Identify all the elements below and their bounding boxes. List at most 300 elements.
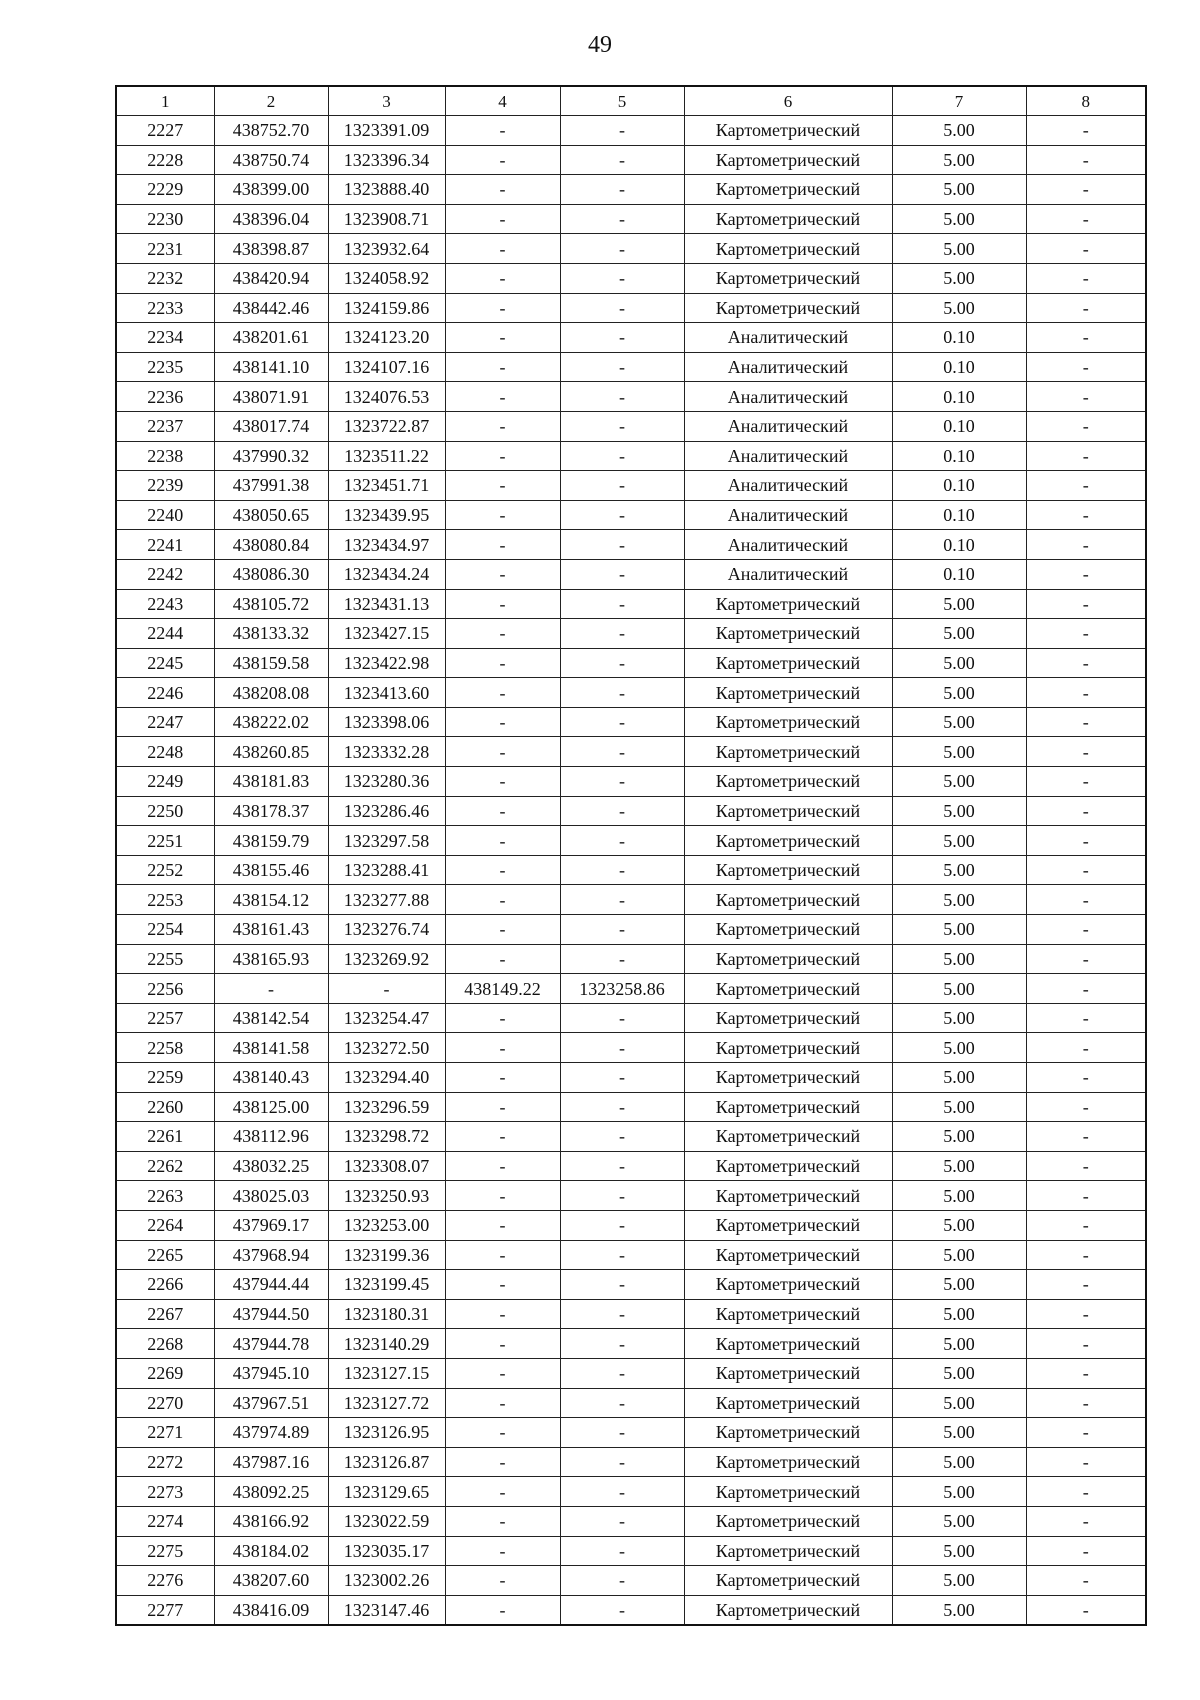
x-coordinate-cell: 437944.50 xyxy=(214,1299,328,1329)
y-coordinate-cell: 1323002.26 xyxy=(328,1566,445,1596)
y-new-coordinate-cell: - xyxy=(560,175,684,205)
description-cell: - xyxy=(1026,1003,1146,1033)
x-coordinate-cell: - xyxy=(214,974,328,1004)
method-cell: Картометрический xyxy=(684,885,892,915)
x-new-coordinate-cell: - xyxy=(445,944,560,974)
y-coordinate-cell: 1323908.71 xyxy=(328,204,445,234)
accuracy-cell: 5.00 xyxy=(892,1122,1026,1152)
accuracy-cell: 5.00 xyxy=(892,293,1026,323)
description-cell: - xyxy=(1026,855,1146,885)
accuracy-cell: 5.00 xyxy=(892,1536,1026,1566)
point-number-cell: 2241 xyxy=(116,530,214,560)
y-new-coordinate-cell: - xyxy=(560,1388,684,1418)
y-coordinate-cell: 1323451.71 xyxy=(328,471,445,501)
accuracy-cell: 5.00 xyxy=(892,1003,1026,1033)
x-new-coordinate-cell: - xyxy=(445,116,560,146)
table-row xyxy=(116,116,1146,146)
accuracy-cell: 5.00 xyxy=(892,1299,1026,1329)
x-new-coordinate-cell: - xyxy=(445,1270,560,1300)
x-new-coordinate-cell: - xyxy=(445,707,560,737)
table-row xyxy=(116,293,1146,323)
y-coordinate-cell: 1323332.28 xyxy=(328,737,445,767)
y-new-coordinate-cell: - xyxy=(560,1299,684,1329)
x-new-coordinate-cell: - xyxy=(445,1240,560,1270)
description-cell: - xyxy=(1026,826,1146,856)
method-cell: Картометрический xyxy=(684,263,892,293)
description-cell: - xyxy=(1026,1299,1146,1329)
y-coordinate-cell: 1323129.65 xyxy=(328,1477,445,1507)
table-row xyxy=(116,737,1146,767)
table-row xyxy=(116,441,1146,471)
description-cell: - xyxy=(1026,204,1146,234)
y-new-coordinate-cell: - xyxy=(560,944,684,974)
column-header-6: 6 xyxy=(684,86,892,116)
table-row xyxy=(116,1151,1146,1181)
accuracy-cell: 0.10 xyxy=(892,382,1026,412)
x-new-coordinate-cell: - xyxy=(445,1447,560,1477)
method-cell: Картометрический xyxy=(684,1595,892,1625)
x-new-coordinate-cell: - xyxy=(445,559,560,589)
table-row xyxy=(116,1447,1146,1477)
table-row xyxy=(116,1536,1146,1566)
y-coordinate-cell: 1323422.98 xyxy=(328,648,445,678)
point-number-cell: 2255 xyxy=(116,944,214,974)
y-coordinate-cell: 1323199.45 xyxy=(328,1270,445,1300)
y-new-coordinate-cell: - xyxy=(560,1506,684,1536)
y-coordinate-cell: 1323199.36 xyxy=(328,1240,445,1270)
x-coordinate-cell: 438178.37 xyxy=(214,796,328,826)
accuracy-cell: 5.00 xyxy=(892,1033,1026,1063)
x-coordinate-cell: 438208.08 xyxy=(214,678,328,708)
point-number-cell: 2268 xyxy=(116,1329,214,1359)
table-row xyxy=(116,323,1146,353)
description-cell: - xyxy=(1026,441,1146,471)
y-new-coordinate-cell: - xyxy=(560,382,684,412)
point-number-cell: 2247 xyxy=(116,707,214,737)
point-number-cell: 2271 xyxy=(116,1418,214,1448)
y-new-coordinate-cell: - xyxy=(560,263,684,293)
method-cell: Картометрический xyxy=(684,915,892,945)
method-cell: Картометрический xyxy=(684,1122,892,1152)
description-cell: - xyxy=(1026,471,1146,501)
table-row xyxy=(116,382,1146,412)
table-row xyxy=(116,204,1146,234)
y-coordinate-cell: 1323280.36 xyxy=(328,767,445,797)
point-number-cell: 2238 xyxy=(116,441,214,471)
column-header-5: 5 xyxy=(560,86,684,116)
method-cell: Картометрический xyxy=(684,1418,892,1448)
point-number-cell: 2261 xyxy=(116,1122,214,1152)
y-coordinate-cell: 1323147.46 xyxy=(328,1595,445,1625)
description-cell: - xyxy=(1026,885,1146,915)
x-new-coordinate-cell: 438149.22 xyxy=(445,974,560,1004)
table-row xyxy=(116,1477,1146,1507)
header-row xyxy=(116,86,1146,116)
table-row xyxy=(116,1063,1146,1093)
x-coordinate-cell: 437967.51 xyxy=(214,1388,328,1418)
method-cell: Картометрический xyxy=(684,234,892,264)
y-new-coordinate-cell: - xyxy=(560,441,684,471)
x-new-coordinate-cell: - xyxy=(445,589,560,619)
accuracy-cell: 5.00 xyxy=(892,145,1026,175)
description-cell: - xyxy=(1026,1566,1146,1596)
y-new-coordinate-cell: 1323258.86 xyxy=(560,974,684,1004)
point-number-cell: 2230 xyxy=(116,204,214,234)
y-coordinate-cell: 1323722.87 xyxy=(328,411,445,441)
y-new-coordinate-cell: - xyxy=(560,116,684,146)
accuracy-cell: 5.00 xyxy=(892,944,1026,974)
table-row xyxy=(116,915,1146,945)
x-coordinate-cell: 438184.02 xyxy=(214,1536,328,1566)
accuracy-cell: 0.10 xyxy=(892,530,1026,560)
x-coordinate-cell: 438201.61 xyxy=(214,323,328,353)
description-cell: - xyxy=(1026,944,1146,974)
y-coordinate-cell: 1324107.16 xyxy=(328,352,445,382)
column-header-2: 2 xyxy=(214,86,328,116)
method-cell: Аналитический xyxy=(684,441,892,471)
accuracy-cell: 5.00 xyxy=(892,1151,1026,1181)
description-cell: - xyxy=(1026,175,1146,205)
description-cell: - xyxy=(1026,974,1146,1004)
description-cell: - xyxy=(1026,116,1146,146)
point-number-cell: 2267 xyxy=(116,1299,214,1329)
x-coordinate-cell: 438222.02 xyxy=(214,707,328,737)
method-cell: Картометрический xyxy=(684,1181,892,1211)
page-number: 49 xyxy=(588,32,612,58)
x-coordinate-cell: 438080.84 xyxy=(214,530,328,560)
y-new-coordinate-cell: - xyxy=(560,145,684,175)
method-cell: Картометрический xyxy=(684,1151,892,1181)
table-row xyxy=(116,559,1146,589)
x-new-coordinate-cell: - xyxy=(445,1477,560,1507)
accuracy-cell: 5.00 xyxy=(892,1418,1026,1448)
table-row xyxy=(116,619,1146,649)
method-cell: Картометрический xyxy=(684,293,892,323)
y-new-coordinate-cell: - xyxy=(560,1210,684,1240)
description-cell: - xyxy=(1026,263,1146,293)
table-row xyxy=(116,1210,1146,1240)
description-cell: - xyxy=(1026,1329,1146,1359)
y-new-coordinate-cell: - xyxy=(560,500,684,530)
y-coordinate-cell: 1323272.50 xyxy=(328,1033,445,1063)
x-coordinate-cell: 438086.30 xyxy=(214,559,328,589)
accuracy-cell: 5.00 xyxy=(892,678,1026,708)
accuracy-cell: 5.00 xyxy=(892,1477,1026,1507)
accuracy-cell: 5.00 xyxy=(892,1566,1026,1596)
x-new-coordinate-cell: - xyxy=(445,1329,560,1359)
y-coordinate-cell: 1323250.93 xyxy=(328,1181,445,1211)
x-new-coordinate-cell: - xyxy=(445,500,560,530)
accuracy-cell: 5.00 xyxy=(892,737,1026,767)
table-row xyxy=(116,1181,1146,1211)
y-coordinate-cell: 1323396.34 xyxy=(328,145,445,175)
x-new-coordinate-cell: - xyxy=(445,648,560,678)
accuracy-cell: 5.00 xyxy=(892,974,1026,1004)
method-cell: Картометрический xyxy=(684,767,892,797)
coordinates-table xyxy=(115,85,1147,1626)
method-cell: Картометрический xyxy=(684,944,892,974)
table-row xyxy=(116,1358,1146,1388)
table-row xyxy=(116,1566,1146,1596)
accuracy-cell: 5.00 xyxy=(892,1063,1026,1093)
point-number-cell: 2272 xyxy=(116,1447,214,1477)
y-new-coordinate-cell: - xyxy=(560,411,684,441)
x-new-coordinate-cell: - xyxy=(445,530,560,560)
y-coordinate-cell: 1323254.47 xyxy=(328,1003,445,1033)
method-cell: Картометрический xyxy=(684,1566,892,1596)
accuracy-cell: 5.00 xyxy=(892,589,1026,619)
y-coordinate-cell: 1323511.22 xyxy=(328,441,445,471)
x-new-coordinate-cell: - xyxy=(445,855,560,885)
y-new-coordinate-cell: - xyxy=(560,589,684,619)
y-new-coordinate-cell: - xyxy=(560,559,684,589)
point-number-cell: 2275 xyxy=(116,1536,214,1566)
x-coordinate-cell: 438181.83 xyxy=(214,767,328,797)
x-new-coordinate-cell: - xyxy=(445,263,560,293)
x-new-coordinate-cell: - xyxy=(445,915,560,945)
x-new-coordinate-cell: - xyxy=(445,1536,560,1566)
x-coordinate-cell: 438142.54 xyxy=(214,1003,328,1033)
description-cell: - xyxy=(1026,796,1146,826)
accuracy-cell: 5.00 xyxy=(892,1595,1026,1625)
accuracy-cell: 5.00 xyxy=(892,1240,1026,1270)
x-coordinate-cell: 438025.03 xyxy=(214,1181,328,1211)
y-new-coordinate-cell: - xyxy=(560,1063,684,1093)
x-new-coordinate-cell: - xyxy=(445,204,560,234)
x-coordinate-cell: 438398.87 xyxy=(214,234,328,264)
x-new-coordinate-cell: - xyxy=(445,796,560,826)
y-coordinate-cell: 1323035.17 xyxy=(328,1536,445,1566)
description-cell: - xyxy=(1026,500,1146,530)
y-coordinate-cell: 1323294.40 xyxy=(328,1063,445,1093)
description-cell: - xyxy=(1026,648,1146,678)
x-new-coordinate-cell: - xyxy=(445,1181,560,1211)
accuracy-cell: 0.10 xyxy=(892,441,1026,471)
accuracy-cell: 5.00 xyxy=(892,855,1026,885)
point-number-cell: 2232 xyxy=(116,263,214,293)
x-new-coordinate-cell: - xyxy=(445,1063,560,1093)
y-new-coordinate-cell: - xyxy=(560,352,684,382)
point-number-cell: 2266 xyxy=(116,1270,214,1300)
method-cell: Картометрический xyxy=(684,116,892,146)
point-number-cell: 2228 xyxy=(116,145,214,175)
y-new-coordinate-cell: - xyxy=(560,1447,684,1477)
x-coordinate-cell: 438155.46 xyxy=(214,855,328,885)
accuracy-cell: 5.00 xyxy=(892,915,1026,945)
y-new-coordinate-cell: - xyxy=(560,234,684,264)
y-coordinate-cell: 1323427.15 xyxy=(328,619,445,649)
x-new-coordinate-cell: - xyxy=(445,1033,560,1063)
table-row xyxy=(116,530,1146,560)
x-new-coordinate-cell: - xyxy=(445,1092,560,1122)
y-coordinate-cell: 1323180.31 xyxy=(328,1299,445,1329)
point-number-cell: 2249 xyxy=(116,767,214,797)
accuracy-cell: 0.10 xyxy=(892,559,1026,589)
table-header xyxy=(116,86,1146,116)
x-new-coordinate-cell: - xyxy=(445,737,560,767)
point-number-cell: 2252 xyxy=(116,855,214,885)
description-cell: - xyxy=(1026,1240,1146,1270)
y-coordinate-cell: 1323253.00 xyxy=(328,1210,445,1240)
y-coordinate-cell: 1323277.88 xyxy=(328,885,445,915)
y-coordinate-cell: 1324159.86 xyxy=(328,293,445,323)
point-number-cell: 2259 xyxy=(116,1063,214,1093)
method-cell: Картометрический xyxy=(684,1063,892,1093)
y-new-coordinate-cell: - xyxy=(560,678,684,708)
table-row xyxy=(116,263,1146,293)
y-coordinate-cell: 1323398.06 xyxy=(328,707,445,737)
x-coordinate-cell: 437969.17 xyxy=(214,1210,328,1240)
point-number-cell: 2239 xyxy=(116,471,214,501)
x-coordinate-cell: 438105.72 xyxy=(214,589,328,619)
accuracy-cell: 5.00 xyxy=(892,1181,1026,1211)
description-cell: - xyxy=(1026,145,1146,175)
x-new-coordinate-cell: - xyxy=(445,382,560,412)
point-number-cell: 2253 xyxy=(116,885,214,915)
method-cell: Картометрический xyxy=(684,1536,892,1566)
x-new-coordinate-cell: - xyxy=(445,1506,560,1536)
accuracy-cell: 5.00 xyxy=(892,767,1026,797)
table-row xyxy=(116,796,1146,826)
x-coordinate-cell: 438032.25 xyxy=(214,1151,328,1181)
table-row xyxy=(116,175,1146,205)
x-coordinate-cell: 438141.58 xyxy=(214,1033,328,1063)
accuracy-cell: 5.00 xyxy=(892,796,1026,826)
y-coordinate-cell: 1323932.64 xyxy=(328,234,445,264)
x-coordinate-cell: 438133.32 xyxy=(214,619,328,649)
method-cell: Картометрический xyxy=(684,855,892,885)
table-row xyxy=(116,1003,1146,1033)
table-row xyxy=(116,500,1146,530)
y-new-coordinate-cell: - xyxy=(560,293,684,323)
accuracy-cell: 5.00 xyxy=(892,1506,1026,1536)
table-row xyxy=(116,411,1146,441)
accuracy-cell: 0.10 xyxy=(892,323,1026,353)
description-cell: - xyxy=(1026,1595,1146,1625)
accuracy-cell: 5.00 xyxy=(892,1358,1026,1388)
accuracy-cell: 5.00 xyxy=(892,263,1026,293)
table-row xyxy=(116,1595,1146,1625)
description-cell: - xyxy=(1026,1536,1146,1566)
method-cell: Картометрический xyxy=(684,1033,892,1063)
y-coordinate-cell: 1323391.09 xyxy=(328,116,445,146)
method-cell: Аналитический xyxy=(684,382,892,412)
point-number-cell: 2256 xyxy=(116,974,214,1004)
y-coordinate-cell: 1323126.87 xyxy=(328,1447,445,1477)
y-new-coordinate-cell: - xyxy=(560,1418,684,1448)
x-coordinate-cell: 438112.96 xyxy=(214,1122,328,1152)
y-coordinate-cell: 1323297.58 xyxy=(328,826,445,856)
point-number-cell: 2274 xyxy=(116,1506,214,1536)
point-number-cell: 2242 xyxy=(116,559,214,589)
description-cell: - xyxy=(1026,737,1146,767)
x-coordinate-cell: 438399.00 xyxy=(214,175,328,205)
description-cell: - xyxy=(1026,323,1146,353)
x-coordinate-cell: 438166.92 xyxy=(214,1506,328,1536)
x-new-coordinate-cell: - xyxy=(445,323,560,353)
y-new-coordinate-cell: - xyxy=(560,204,684,234)
table-row xyxy=(116,855,1146,885)
description-cell: - xyxy=(1026,1181,1146,1211)
y-new-coordinate-cell: - xyxy=(560,1329,684,1359)
x-coordinate-cell: 437990.32 xyxy=(214,441,328,471)
point-number-cell: 2245 xyxy=(116,648,214,678)
table-row xyxy=(116,974,1146,1004)
y-coordinate-cell: 1323434.97 xyxy=(328,530,445,560)
method-cell: Картометрический xyxy=(684,175,892,205)
column-header-1: 1 xyxy=(116,86,214,116)
y-new-coordinate-cell: - xyxy=(560,915,684,945)
y-new-coordinate-cell: - xyxy=(560,796,684,826)
method-cell: Картометрический xyxy=(684,648,892,678)
y-new-coordinate-cell: - xyxy=(560,1092,684,1122)
method-cell: Картометрический xyxy=(684,204,892,234)
description-cell: - xyxy=(1026,1122,1146,1152)
table-row xyxy=(116,1418,1146,1448)
method-cell: Аналитический xyxy=(684,352,892,382)
point-number-cell: 2248 xyxy=(116,737,214,767)
method-cell: Картометрический xyxy=(684,1477,892,1507)
y-new-coordinate-cell: - xyxy=(560,826,684,856)
point-number-cell: 2262 xyxy=(116,1151,214,1181)
table-row xyxy=(116,1122,1146,1152)
x-new-coordinate-cell: - xyxy=(445,411,560,441)
point-number-cell: 2244 xyxy=(116,619,214,649)
method-cell: Картометрический xyxy=(684,1270,892,1300)
description-cell: - xyxy=(1026,589,1146,619)
table-row xyxy=(116,826,1146,856)
accuracy-cell: 0.10 xyxy=(892,352,1026,382)
x-new-coordinate-cell: - xyxy=(445,1388,560,1418)
y-new-coordinate-cell: - xyxy=(560,1358,684,1388)
y-new-coordinate-cell: - xyxy=(560,648,684,678)
table-row xyxy=(116,1092,1146,1122)
y-new-coordinate-cell: - xyxy=(560,619,684,649)
x-new-coordinate-cell: - xyxy=(445,352,560,382)
y-coordinate-cell: 1323288.41 xyxy=(328,855,445,885)
method-cell: Картометрический xyxy=(684,1388,892,1418)
x-new-coordinate-cell: - xyxy=(445,441,560,471)
method-cell: Картометрический xyxy=(684,678,892,708)
method-cell: Картометрический xyxy=(684,707,892,737)
point-number-cell: 2273 xyxy=(116,1477,214,1507)
method-cell: Картометрический xyxy=(684,1358,892,1388)
description-cell: - xyxy=(1026,382,1146,412)
y-coordinate-cell: 1323127.15 xyxy=(328,1358,445,1388)
point-number-cell: 2263 xyxy=(116,1181,214,1211)
y-new-coordinate-cell: - xyxy=(560,1477,684,1507)
description-cell: - xyxy=(1026,411,1146,441)
point-number-cell: 2269 xyxy=(116,1358,214,1388)
x-new-coordinate-cell: - xyxy=(445,1358,560,1388)
x-coordinate-cell: 438165.93 xyxy=(214,944,328,974)
y-coordinate-cell: 1323431.13 xyxy=(328,589,445,619)
y-new-coordinate-cell: - xyxy=(560,1566,684,1596)
table-row xyxy=(116,767,1146,797)
description-cell: - xyxy=(1026,1388,1146,1418)
accuracy-cell: 5.00 xyxy=(892,1329,1026,1359)
x-coordinate-cell: 438442.46 xyxy=(214,293,328,323)
y-coordinate-cell: 1323434.24 xyxy=(328,559,445,589)
method-cell: Картометрический xyxy=(684,1506,892,1536)
x-coordinate-cell: 437987.16 xyxy=(214,1447,328,1477)
y-coordinate-cell: 1323126.95 xyxy=(328,1418,445,1448)
accuracy-cell: 5.00 xyxy=(892,1447,1026,1477)
method-cell: Аналитический xyxy=(684,471,892,501)
x-new-coordinate-cell: - xyxy=(445,234,560,264)
y-new-coordinate-cell: - xyxy=(560,1122,684,1152)
description-cell: - xyxy=(1026,1358,1146,1388)
